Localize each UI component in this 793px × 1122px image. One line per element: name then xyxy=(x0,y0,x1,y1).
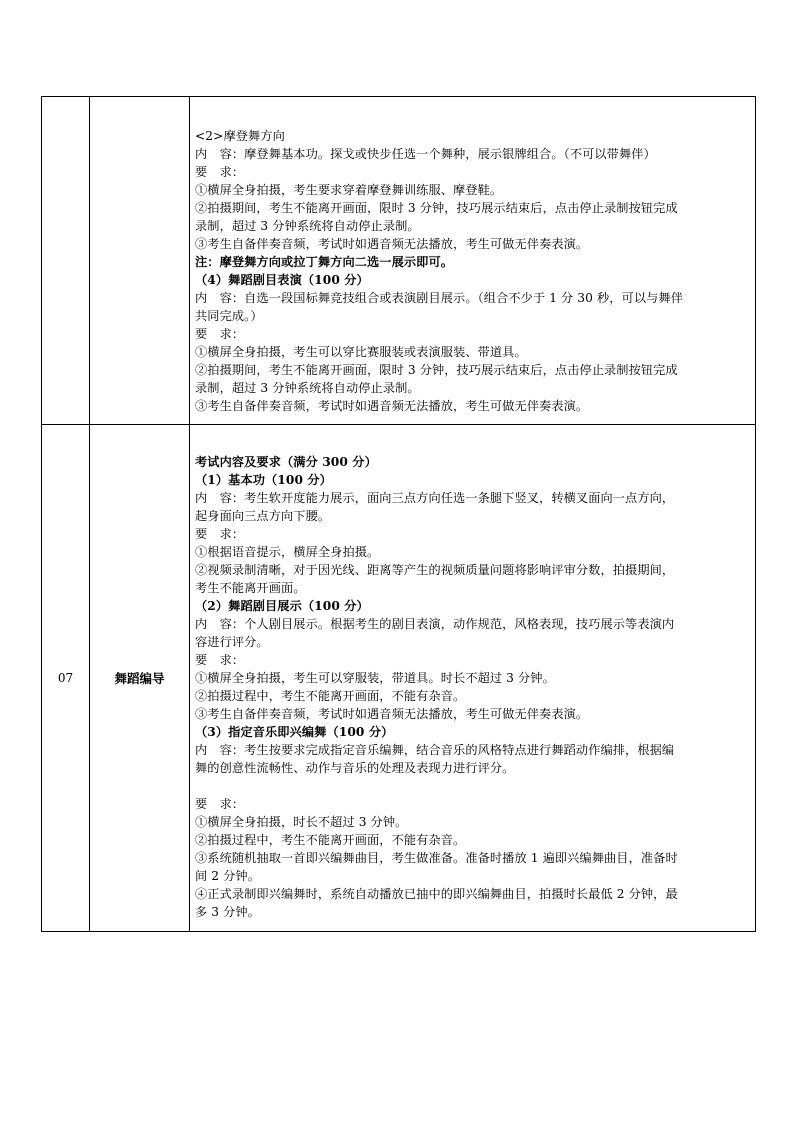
text-line: ②拍摄期间，考生不能离开画面，限时 3 分钟，技巧展示结束后，点击停止录制按钮完成 xyxy=(195,363,678,377)
text-line: ①横屏全身拍摄，考生可以穿服装，带道具。时长不超过 3 分钟。 xyxy=(195,671,555,685)
major-name-cell xyxy=(90,97,190,425)
text-line: ①根据语音提示，横屏全身拍摄。 xyxy=(195,545,380,559)
text-line: 起身面向三点方向下腰。 xyxy=(195,509,331,523)
text-line: 内 容：个人剧目展示。根据考生的剧目表演，动作规范，风格表现，技巧展示等表演内 xyxy=(195,617,675,631)
section-heading: （4）舞蹈剧目表演（100 分） xyxy=(195,273,369,287)
section-heading: 考试内容及要求（满分 300 分） xyxy=(195,455,377,469)
text-line: 内 容：摩登舞基本功。探戈或快步任选一个舞种，展示银牌组合。（不可以带舞伴） xyxy=(195,147,656,161)
text-line: ②拍摄期间，考生不能离开画面，限时 3 分钟，技巧展示结束后，点击停止录制按钮完成 xyxy=(195,201,678,215)
text-line: 容进行评分。 xyxy=(195,635,269,649)
section-heading: 注：摩登舞方向或拉丁舞方向二选一展示即可。 xyxy=(195,255,454,269)
text-line: 舞的创意性流畅性、动作与音乐的处理及表现力进行评分。 xyxy=(195,761,515,775)
content-cell xyxy=(190,97,756,425)
text-line: ③考生自备伴奏音频，考试时如遇音频无法播放，考生可做无伴奏表演。 xyxy=(195,707,589,721)
text-line: ②视频录制清晰，对于因光线、距离等产生的视频质量问题将影响评审分数，拍摄期间， xyxy=(195,563,675,577)
content-cell xyxy=(190,425,756,932)
section-heading: （1）基本功（100 分） xyxy=(195,473,332,487)
table-row-dance-choreography xyxy=(42,425,756,932)
text-line: 间 2 分钟。 xyxy=(195,869,260,883)
text-line: 要 求： xyxy=(195,797,245,811)
text-line: 录制，超过 3 分钟系统将自动停止录制。 xyxy=(195,219,420,233)
text-line: ①横屏全身拍摄，考生可以穿比赛服装或表演服装、带道具。 xyxy=(195,345,527,359)
text-line: 要 求： xyxy=(195,653,245,667)
text-line: ④正式录制即兴编舞时，系统自动播放已抽中的即兴编舞曲目，拍摄时长最低 2 分钟，最 xyxy=(195,887,678,901)
blank-line xyxy=(195,777,750,795)
content-lines xyxy=(190,106,755,415)
text-line: 内 容：考生按要求完成指定音乐编舞，结合音乐的风格特点进行舞蹈动作编排，根据编 xyxy=(195,743,675,757)
text-line: 要 求： xyxy=(195,327,245,341)
text-line: 考生不能离开画面。 xyxy=(195,581,306,595)
text-line: ②拍摄过程中，考生不能离开画面，不能有杂音。 xyxy=(195,833,466,847)
text-line: 要 求： xyxy=(195,527,245,541)
major-name-cell: 舞蹈编导 xyxy=(90,425,190,932)
text-line: 多 3 分钟。 xyxy=(195,905,260,919)
table-row-ballroom-continued xyxy=(42,97,756,425)
text-line: 内 容：自选一段国标舞竞技组合或表演剧目展示。（组合不少于 1 分 30 秒，可以与舞伴 xyxy=(195,291,683,305)
text-line: ③考生自备伴奏音频，考试时如遇音频无法播放，考生可做无伴奏表演。 xyxy=(195,399,589,413)
text-line: ①横屏全身拍摄，时长不超过 3 分钟。 xyxy=(195,815,408,829)
text-line: 内 容：考生软开度能力展示，面向三点方向任选一条腿下竖叉，转横叉面向一点方向， xyxy=(195,491,675,505)
text-line: 录制，超过 3 分钟系统将自动停止录制。 xyxy=(195,381,420,395)
text-line: 共同完成。） xyxy=(195,309,263,323)
row-number-cell xyxy=(42,97,90,425)
section-heading: （2）舞蹈剧目展示（100 分） xyxy=(195,599,369,613)
text-line: ③系统随机抽取一首即兴编舞曲目，考生做准备。准备时播放 1 遍即兴编舞曲目，准备时 xyxy=(195,851,678,865)
text-line: ②拍摄过程中，考生不能离开画面，不能有杂音。 xyxy=(195,689,466,703)
text-line: ①横屏全身拍摄，考生要求穿着摩登舞训练服、摩登鞋。 xyxy=(195,183,503,197)
row-number-cell: 07 xyxy=(42,425,90,932)
text-line: 要 求： xyxy=(195,165,245,179)
text-line: <2>摩登舞方向 xyxy=(195,129,285,143)
text-line: ③考生自备伴奏音频，考试时如遇音频无法播放，考生可做无伴奏表演。 xyxy=(195,237,589,251)
section-heading: （3）指定音乐即兴编舞（100 分） xyxy=(195,725,394,739)
content-lines xyxy=(190,435,755,921)
exam-requirements-table xyxy=(41,96,756,932)
